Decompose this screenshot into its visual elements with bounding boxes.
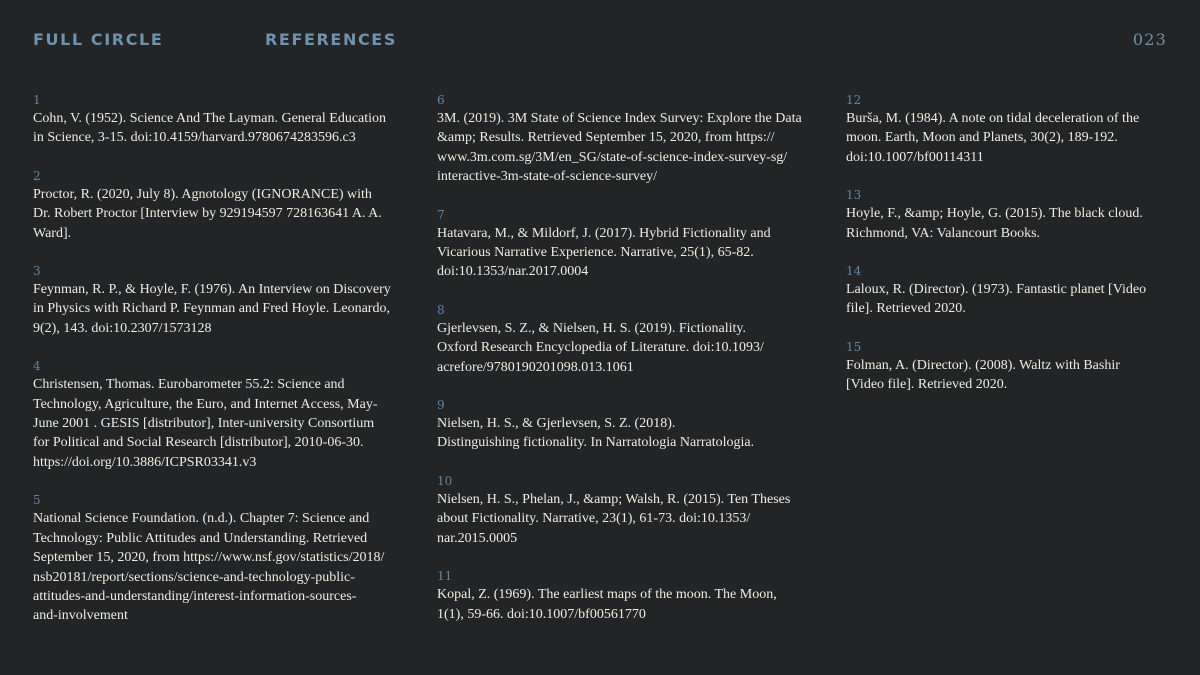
reference-line: 9(2), 143. doi:10.2307/1573128	[33, 320, 212, 336]
reference-line: in Physics with Richard P. Feynman and Fred Hoyle. Leonardo,	[33, 301, 390, 317]
reference-line: nar.2015.0005	[437, 530, 518, 546]
reference-number: 4	[33, 359, 41, 374]
reference-line: [Video file]. Retrieved 2020.	[846, 377, 1008, 393]
reference-line: &amp; Results. Retrieved September 15, 2020, from https://	[437, 130, 775, 146]
reference-line: Burša, M. (1984). A note on tidal deceleration of the	[846, 111, 1140, 126]
references-column-1	[33, 91, 418, 645]
reference-entry	[33, 262, 418, 338]
page-header	[0, 30, 1200, 54]
reference-entry	[437, 567, 827, 624]
reference-line: National Science Foundation. (n.d.). Chapter 7: Science and	[33, 511, 370, 527]
page-number: 023	[1132, 30, 1167, 49]
reference-text	[437, 109, 827, 187]
reference-line: file]. Retrieved 2020.	[846, 301, 966, 317]
reference-entry	[437, 396, 827, 453]
reference-line: nsb20181/report/sections/science-and-technology-public-	[33, 569, 355, 585]
reference-line: doi:10.1353/nar.2017.0004	[437, 264, 589, 280]
reference-number: 12	[846, 93, 862, 107]
reference-text	[437, 490, 827, 548]
reference-text	[437, 414, 827, 453]
reference-number: 8	[437, 302, 445, 317]
reference-text	[33, 185, 418, 243]
reference-entry	[437, 301, 827, 377]
reference-line: about Fictionality. Narrative, 23(1), 61-73. doi:10.1353/	[437, 511, 751, 527]
reference-line: in Science, 3-15. doi:10.4159/harvard.9780674283596.c3	[33, 130, 356, 146]
reference-number: 10	[437, 473, 453, 488]
reference-line: 3M. (2019). 3M State of Science Index Survey: Explore the Data	[437, 111, 802, 126]
reference-number: 3	[33, 264, 41, 279]
reference-line: 1(1), 59-66. doi:10.1007/bf00561770	[437, 606, 646, 622]
reference-line: Laloux, R. (Director). (1973). Fantastic planet [Video	[846, 282, 1147, 298]
reference-line: moon. Earth, Moon and Planets, 30(2), 189-192.	[846, 130, 1118, 146]
reference-line: acrefore/9780190201098.013.1061	[437, 359, 634, 375]
reference-line: Proctor, R. (2020, July 8). Agnotology (IGNORANCE) with	[33, 186, 372, 202]
reference-line: Dr. Robert Proctor [Interview by 929194597 728163641 A. A.	[33, 206, 382, 222]
reference-line: Nielsen, H. S., Phelan, J., &amp; Walsh, R. (2015). Ten Theses	[437, 491, 791, 507]
reference-text	[33, 375, 418, 472]
reference-line: Feynman, R. P., & Hoyle, F. (1976). An Interview on Discovery	[33, 282, 391, 298]
reference-entry	[437, 206, 827, 282]
reference-text	[33, 109, 418, 148]
reference-entry	[846, 338, 1171, 395]
reference-line: June 2001 . GESIS [distributor], Inter-university Consortium	[33, 416, 375, 432]
reference-line: Technology, Agriculture, the Euro, and Internet Access, May-	[33, 396, 378, 412]
reference-text	[437, 224, 827, 282]
reference-line: and-involvement	[33, 608, 128, 624]
reference-number: 9	[437, 398, 445, 413]
reference-number: 2	[33, 168, 41, 183]
reference-text	[846, 280, 1171, 319]
reference-text	[437, 585, 827, 624]
reference-line: https://doi.org/10.3886/ICPSR03341.v3	[33, 454, 257, 470]
reference-line: doi:10.1007/bf00114311	[846, 149, 984, 165]
reference-text	[33, 509, 418, 625]
reference-entry	[846, 91, 1171, 167]
reference-number: 13	[846, 188, 862, 203]
reference-text	[437, 319, 827, 377]
reference-line: Nielsen, H. S., & Gjerlevsen, S. Z. (2018).	[437, 416, 676, 432]
section-title: REFERENCES	[265, 30, 397, 49]
reference-entry	[33, 357, 418, 472]
reference-line: for Political and Social Research [distributor], 2010-06-30.	[33, 435, 364, 451]
reference-line: Ward].	[33, 225, 72, 241]
reference-number: 14	[846, 264, 862, 279]
reference-entry	[437, 472, 827, 548]
reference-line: Technology: Public Attitudes and Understanding. Retrieved	[33, 530, 368, 546]
reference-line: Vicarious Narrative Experience. Narrative, 25(1), 65-82.	[437, 245, 754, 261]
reference-line: interactive-3m-state-of-science-survey/	[437, 169, 658, 185]
reference-line: Distinguishing fictionality. In Narratologia Narratologia.	[437, 435, 755, 451]
reference-text	[846, 109, 1171, 167]
reference-entry	[33, 91, 418, 148]
reference-line: www.3m.com.sg/3M/en_SG/state-of-science-index-survey-sg/	[437, 149, 788, 165]
reference-text	[846, 204, 1171, 243]
reference-number: 11	[437, 569, 453, 584]
reference-number: 1	[33, 93, 41, 107]
reference-entry	[437, 91, 827, 187]
references-column-2	[437, 91, 827, 643]
reference-line: Oxford Research Encyclopedia of Literature. doi:10.1093/	[437, 340, 764, 356]
reference-line: Hoyle, F., &amp; Hoyle, G. (2015). The black cloud.	[846, 206, 1143, 222]
references-column-3	[846, 91, 1171, 414]
reference-line: Kopal, Z. (1969). The earliest maps of the moon. The Moon,	[437, 587, 777, 603]
reference-line: Gjerlevsen, S. Z., & Nielsen, H. S. (2019). Fictionality.	[437, 320, 746, 336]
reference-line: Richmond, VA: Valancourt Books.	[846, 225, 1041, 241]
reference-number: 6	[437, 93, 445, 107]
reference-text	[33, 280, 418, 338]
reference-number: 15	[846, 339, 862, 354]
reference-entry	[846, 262, 1171, 319]
reference-line: Cohn, V. (1952). Science And The Layman. General Education	[33, 111, 387, 126]
publication-title: FULL CIRCLE	[33, 30, 164, 49]
reference-entry	[33, 491, 418, 625]
reference-text	[846, 356, 1171, 395]
reference-number: 7	[437, 207, 445, 222]
reference-line: September 15, 2020, from https://www.nsf.gov/statistics/2018/	[33, 550, 385, 566]
reference-line: attitudes-and-understanding/interest-information-sources-	[33, 588, 357, 604]
reference-number: 5	[33, 493, 41, 508]
reference-line: Folman, A. (Director). (2008). Waltz with Bashir	[846, 357, 1120, 373]
reference-entry	[33, 167, 418, 243]
reference-line: Hatavara, M., & Mildorf, J. (2017). Hybrid Fictionality and	[437, 225, 771, 241]
reference-entry	[846, 186, 1171, 243]
reference-line: Christensen, Thomas. Eurobarometer 55.2: Science and	[33, 377, 345, 393]
